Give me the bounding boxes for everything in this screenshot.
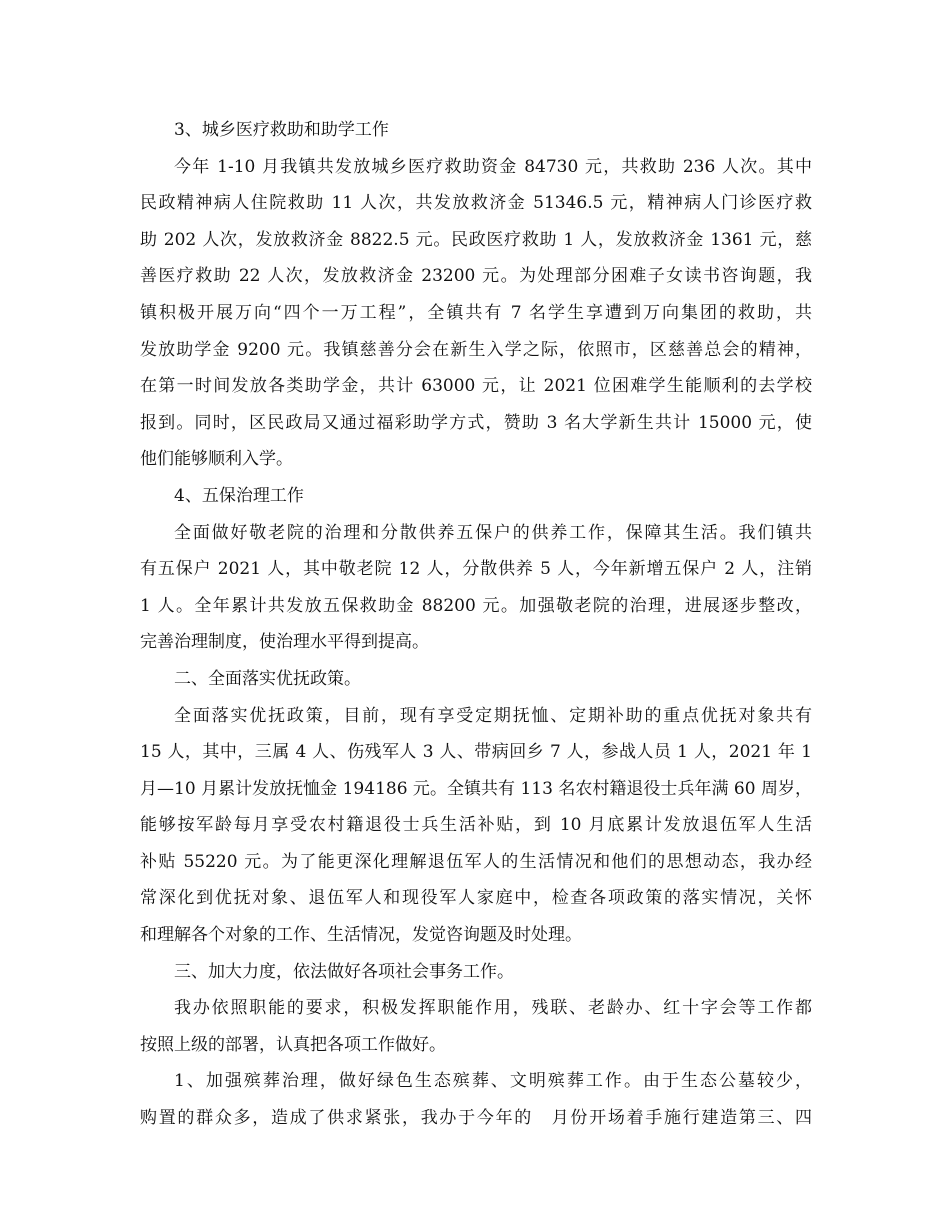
document-line: 按照上级的部署，认真把各项工作做好。 bbox=[140, 1034, 446, 1055]
document-line: 能够按军龄每月享受农村籍退役士兵生活补贴，到 10 月底累计发放退伍军人生活 bbox=[140, 815, 812, 836]
document-line: 民政精神病人住院救助 11 人次，共发放救济金 51346.5 元，精神病人门诊医疗救 bbox=[140, 193, 812, 214]
document-line: 完善治理制度，使治理水平得到提高。 bbox=[140, 632, 429, 653]
document-line: 三、加大力度，依法做好各项社会事务工作。 bbox=[174, 961, 514, 982]
document-body bbox=[140, 112, 812, 1137]
document-line: 二、全面落实优抚政策。 bbox=[174, 668, 361, 689]
document-line: 发放助学金 9200 元。我镇慈善分会在新生入学之际，依照市，区慈善总会的精神， bbox=[140, 339, 812, 360]
document-line: 助 202 人次，发放救济金 8822.5 元。民政医疗救助 1 人，发放救济金 1361 元，慈 bbox=[140, 229, 812, 250]
document-line: 我办依照职能的要求，积极发挥职能作用，残联、老龄办、红十字会等工作都 bbox=[174, 998, 812, 1019]
document-line: 常深化到优抚对象、退伍军人和现役军人家庭中，检查各项政策的落实情况，关怀 bbox=[140, 888, 812, 909]
document-line: 善医疗救助 22 人次，发放救济金 23200 元。为处理部分困难子女读书咨询题，我 bbox=[140, 266, 812, 287]
document-line: 购置的群众多，造成了供求紧张，我办于今年的 月份开场着手施行建造第三、四 bbox=[140, 1108, 812, 1129]
document-line: 在第一时间发放各类助学金，共计 63000 元，让 2021 位困难学生能顺利的去学校 bbox=[140, 376, 812, 397]
document-line: 全面做好敬老院的治理和分散供养五保户的供养工作，保障其生活。我们镇共 bbox=[174, 522, 812, 543]
document-line: 1、加强殡葬治理，做好绿色生态殡葬、文明殡葬工作。由于生态公墓较少， bbox=[174, 1071, 812, 1092]
document-line: 15 人，其中，三属 4 人、伤残军人 3 人、带病回乡 7 人，参战人员 1 人，2021 年 1 bbox=[140, 742, 812, 763]
document-line: 4、五保治理工作 bbox=[174, 485, 304, 506]
document-line: 报到。同时，区民政局又通过福彩助学方式，赞助 3 名大学新生共计 15000 元，使 bbox=[140, 412, 812, 433]
document-line: 全面落实优抚政策，目前，现有享受定期抚恤、定期补助的重点优抚对象共有 bbox=[174, 705, 812, 726]
document-line: 他们能够顺利入学。 bbox=[140, 449, 293, 470]
document-line: 3、城乡医疗救助和助学工作 bbox=[174, 120, 389, 140]
document-line: 月—10 月累计发放抚恤金 194186 元。全镇共有 113 名农村籍退役士兵年满 60 周岁， bbox=[140, 778, 812, 799]
document-line: 今年 1-10 月我镇共发放城乡医疗救助资金 84730 元，共救助 236 人次。其中 bbox=[174, 156, 812, 177]
document-line: 补贴 55220 元。为了能更深化理解退伍军人的生活情况和他们的思想动态，我办经 bbox=[140, 851, 812, 872]
document-line: 和理解各个对象的工作、生活情况，发觉咨询题及时处理。 bbox=[140, 925, 582, 946]
document-line: 镇积极开展万向“四个一万工程”，全镇共有 7 名学生享遭到万向集团的救助，共 bbox=[140, 302, 812, 323]
document-line: 有五保户 2021 人，其中敬老院 12 人，分散供养 5 人，今年新增五保户 2 人，注销 bbox=[140, 559, 812, 580]
document-line: 1 人。全年累计共发放五保救助金 88200 元。加强敬老院的治理，进展逐步整改， bbox=[140, 595, 812, 616]
